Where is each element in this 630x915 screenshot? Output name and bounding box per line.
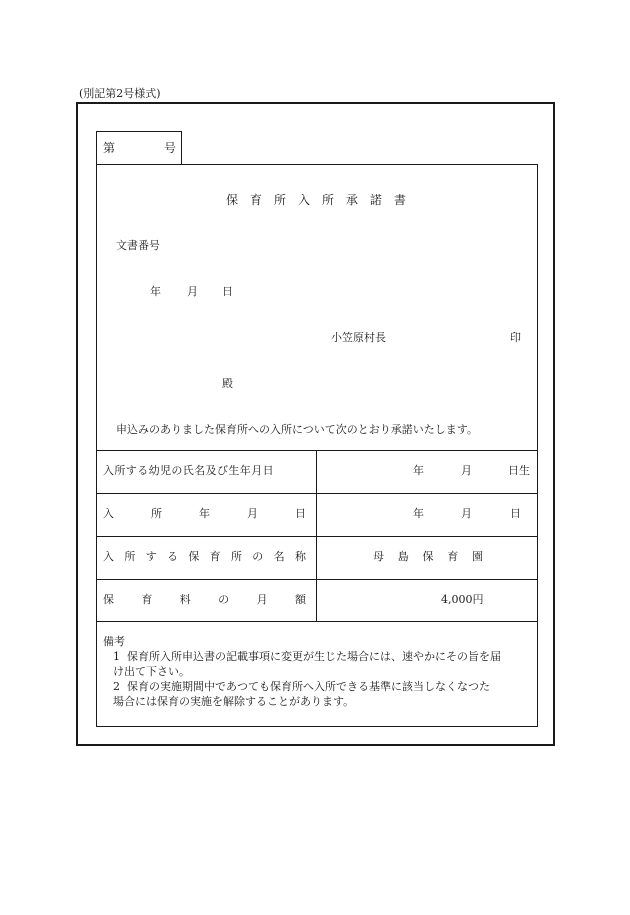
inner-right-line — [537, 164, 538, 726]
notes-section — [103, 634, 531, 709]
row2-label — [103, 508, 306, 519]
note-2-text: 保育の実施期間中であつても保育所へ入所できる基準に該当しなくなつた — [127, 680, 490, 693]
table-row-line-1 — [96, 450, 538, 451]
date-year: 年 — [150, 285, 161, 298]
row1-label: 入所する幼児の氏名及び生年月日 — [103, 464, 274, 477]
row3-label-char: の — [252, 550, 264, 563]
row4-label-char: 月 — [256, 593, 268, 606]
row4-label-char: 保 — [103, 593, 114, 606]
row3-label-char: 育 — [209, 550, 221, 563]
inner-left-line — [96, 131, 97, 726]
document-title — [226, 194, 406, 206]
row3-label-char: 名 — [273, 550, 285, 563]
inner-top-line — [96, 164, 538, 165]
row2-day: 日 — [510, 507, 521, 520]
title-char: 承 — [345, 193, 358, 207]
row4-label-char: 料 — [179, 593, 191, 606]
row3-value-char: 園 — [472, 550, 483, 563]
title-char: 諾 — [369, 193, 382, 207]
table-column-divider — [316, 450, 317, 621]
row3-label-char: 保 — [188, 550, 200, 563]
number-box-right-line — [181, 131, 182, 164]
row2-label-char: 年 — [199, 507, 210, 520]
row4-label-char: 額 — [294, 593, 306, 606]
number-box-top-line — [96, 131, 182, 132]
row2-label-char: 入 — [103, 507, 114, 520]
number-box-go: 号 — [164, 141, 177, 155]
form-label: (別記第2号様式) — [79, 87, 161, 100]
note-2-line-2: 場合には保育の実施を解除することがあります。 — [113, 695, 355, 708]
row2-label-char: 所 — [151, 507, 162, 520]
row3-label — [103, 551, 306, 562]
row1-month: 月 — [461, 464, 472, 477]
notes-heading: 備考 — [103, 635, 125, 648]
row3-value-char: 母 — [373, 550, 384, 563]
note-1-line-2: け出て下さい。 — [113, 665, 190, 678]
row3-label-char: る — [166, 550, 178, 563]
row3-value-char: 保 — [422, 550, 434, 563]
row4-label — [103, 594, 306, 605]
title-char: 所 — [321, 193, 334, 207]
doc-number-label: 文書番号 — [116, 239, 160, 252]
seal-mark: 印 — [510, 331, 521, 344]
row2-year: 年 — [413, 507, 424, 520]
date-day: 日 — [222, 285, 233, 298]
addressee-suffix: 殿 — [222, 377, 233, 390]
row3-value — [373, 551, 483, 562]
note-1-line-1 — [103, 649, 531, 664]
row3-label-char: 称 — [294, 550, 306, 563]
table-row-line-5 — [96, 621, 538, 622]
note-2-number: 2 — [113, 680, 120, 693]
row1-day: 日生 — [508, 464, 530, 477]
row4-label-char: 育 — [141, 593, 153, 606]
title-char: 保 — [226, 193, 239, 207]
row3-value-char: 育 — [447, 550, 459, 563]
row1-year: 年 — [413, 464, 424, 477]
note-1-number: 1 — [113, 650, 120, 663]
number-box-dai: 第 — [103, 141, 116, 155]
issuer-name: 小笠原村長 — [331, 331, 386, 344]
row2-label-char: 日 — [295, 507, 306, 520]
title-char: 育 — [249, 193, 262, 207]
date-month: 月 — [187, 285, 198, 298]
row3-label-char: 所 — [230, 550, 242, 563]
note-2-line-1 — [103, 679, 531, 694]
table-row-line-3 — [96, 536, 538, 537]
row2-month: 月 — [461, 507, 472, 520]
title-char: 入 — [297, 193, 310, 207]
row3-label-char: す — [145, 550, 157, 563]
row3-value-char: 島 — [397, 550, 409, 563]
row4-label-char: の — [218, 593, 230, 606]
title-char: 書 — [393, 193, 406, 207]
approval-statement: 申込みのありました保育所への入所について次のとおり承諾いたします。 — [116, 423, 478, 436]
row4-value: 4,000円 — [441, 593, 484, 606]
inner-bottom-line — [96, 726, 538, 727]
row3-label-char: 入 — [103, 550, 114, 563]
row3-label-char: 所 — [124, 550, 136, 563]
note-1-text: 保育所入所申込書の記載事項に変更が生じた場合には、速やかにその旨を届 — [127, 650, 501, 663]
row2-label-char: 月 — [247, 507, 258, 520]
title-char: 所 — [273, 193, 286, 207]
table-row-line-4 — [96, 579, 538, 580]
table-row-line-2 — [96, 493, 538, 494]
